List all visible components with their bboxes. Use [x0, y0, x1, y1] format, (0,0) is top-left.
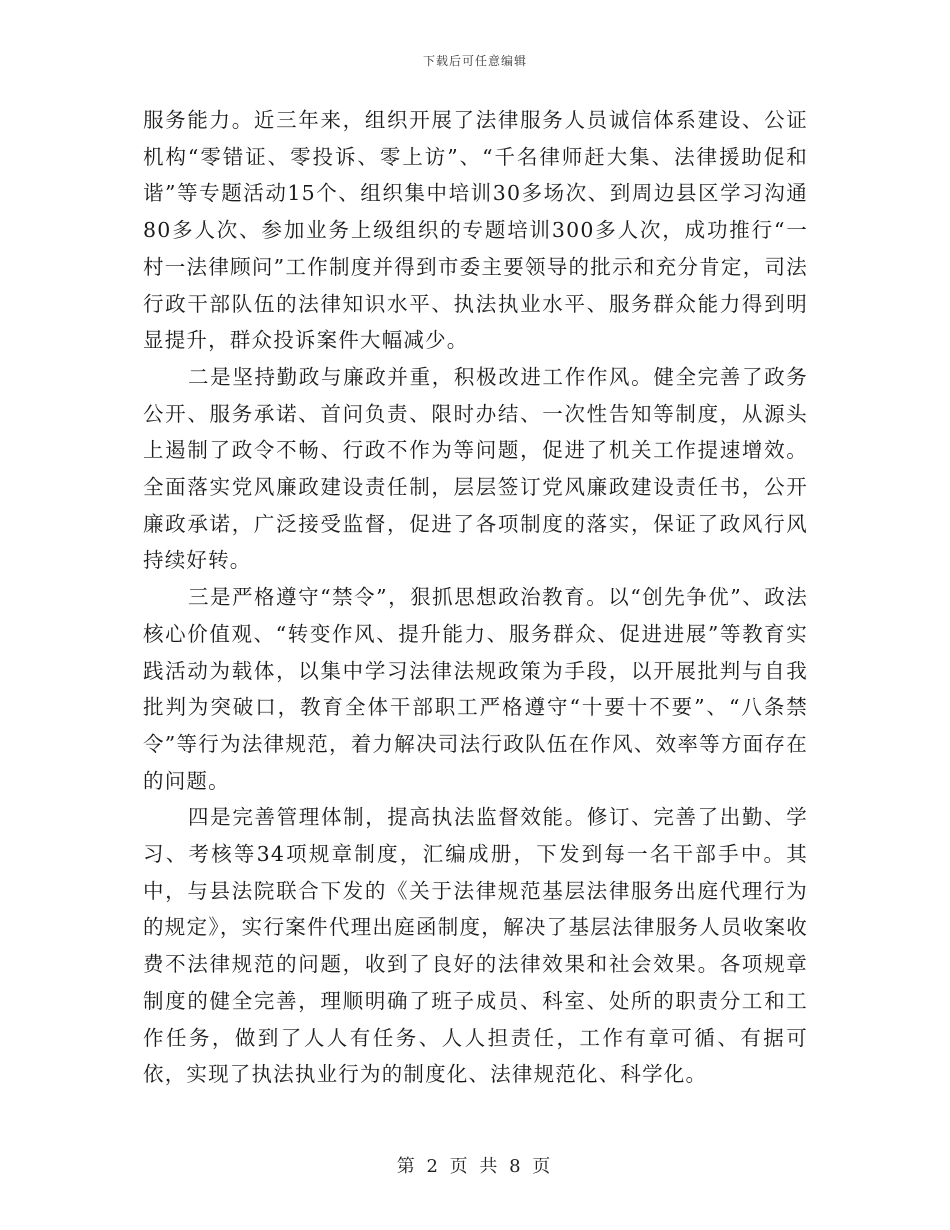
page-footer: 第 2 页 共 8 页	[396, 1156, 554, 1177]
paragraph-prohibitions: 三是严格遵守“禁令”，狠抓思想政治教育。以“创先争优”、政法核心价值观、“转变作风、提升能力、服务群众、促进进展”等教育实践活动为载体，以集中学习法律法规政策为手段，以开展批判与自我批判为突破口，教育全体干部职工严格遵守“十要十不要”、“八条禁令”等行为法律规范，着力解决司法行政队伍在作风、效率等方面存在的问题。	[143, 585, 808, 793]
page-header: 下载后可任意编辑	[422, 54, 527, 68]
paragraph-continuation: 服务能力。近三年来，组织开展了法律服务人员诚信体系建设、公证机构“零错证、零投诉、零上访”、“千名律师赶大集、法律援助促和谐”等专题活动15个、组织集中培训30多场次、到周边县区学习沟通80多人次、参加业务上级组织的专题培训300多人次，成功推行“一村一法律顾问”工作制度并得到市委主要领导的批示和充分肯定，司法行政干部队伍的法律知识水平、执法执业水平、服务群众能力得到明显提升，群众投诉案件大幅减少。	[143, 108, 808, 353]
paragraph-management: 四是完善管理体制，提高执法监督效能。修订、完善了出勤、学习、考核等34项规章制度，汇编成册，下发到每一名干部手中。其中，与县法院联合下发的《关于法律规范基层法律服务出庭代理行为的规定》，实行案件代理出庭函制度，解决了基层法律服务人员收案收费不法律规范的问题，收到了良好的法律效果和社会效果。各项规章制度的健全完善，理顺明确了班子成员、科室、处所的职责分工和工作任务，做到了人人有任务、人人担责任，工作有章可循、有据可依，实现了执法执业行为的制度化、法律规范化、科学化。	[143, 805, 808, 1087]
document-body	[143, 102, 808, 1093]
paragraph-diligence: 二是坚持勤政与廉政并重，积极改进工作作风。健全完善了政务公开、服务承诺、首问负责、限时办结、一次性告知等制度，从源头上遏制了政令不畅、行政不作为等问题，促进了机关工作提速增效。全面落实党风廉政建设责任制，层层签订党风廉政建设责任书，公开廉政承诺，广泛接受监督，促进了各项制度的落实，保证了政风行风持续好转。	[143, 364, 808, 573]
